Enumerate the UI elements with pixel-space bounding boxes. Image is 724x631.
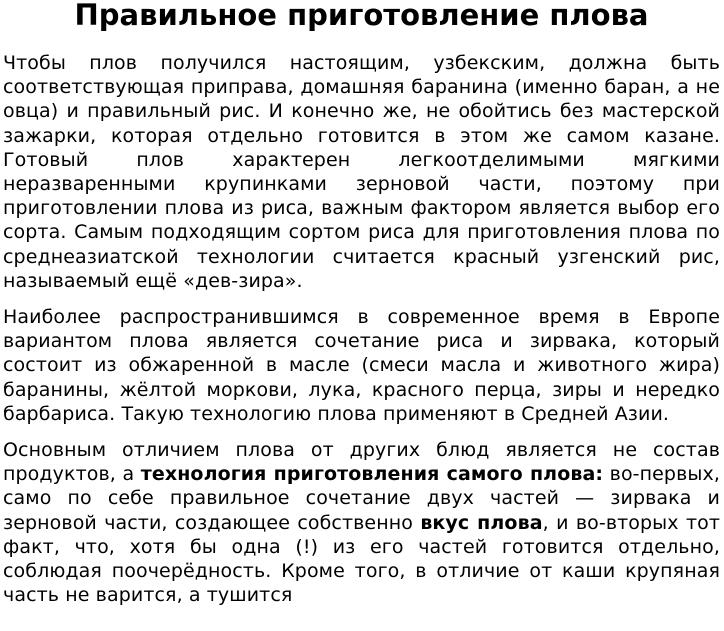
paragraph-3-text-1: Основным отличием плова от других блюд является не состав продуктов, а (3, 439, 720, 486)
paragraph-2: Наиболее распространившимся в современное время в Европе вариантом плова является сочетание риса и зирвака, который состоит из обжаренной в масле (смеси масла и животного жира) баранины, жёлтой моркови, лука, красного перца, зиры и нередко барбариса. Такую технологию плова применяют в Средней Азии. (3, 306, 720, 425)
paragraph-3-text-3: , и во-вторых тот факт, что, хотя бы одна (!) из его частей готовится отдельно, соблюдая поочерёдность. Кроме того, в отличие от каши крупяная часть не варится, а тушится (3, 511, 721, 607)
paragraph-1: Чтобы плов получился настоящим, узбекским, должна быть соответствующая приправа, домашняя баранина (именно баран, а не овца) и правильный рис. И конечно же, не обойтись без мастерской зажарки, которая отдельно готовится в этом же самом казане. Готовый плов характерен легкоотделимыми мягкими неразваренными крупинками зерновой части, поэтому при приготовлении плова из риса, важным фактором является выбор его сорта. Самым подходящим сортом риса для приготовления плова по среднеазиатской технологии считается красный узгенский рис, называемый ещё «дев-зира». (3, 52, 720, 292)
paragraph-3-text-2: во-первых, само по себе правильное сочетание двух частей — зирвака и зерновой части, создающее собственно (3, 463, 720, 534)
paragraph-3-bold-taste: вкус плова (420, 511, 543, 534)
paragraph-3 (3, 438, 720, 607)
paragraph-3-bold-technology: технология приготовления самого плова: (140, 463, 604, 486)
page-title: Правильное приготовление плова (74, 0, 649, 32)
